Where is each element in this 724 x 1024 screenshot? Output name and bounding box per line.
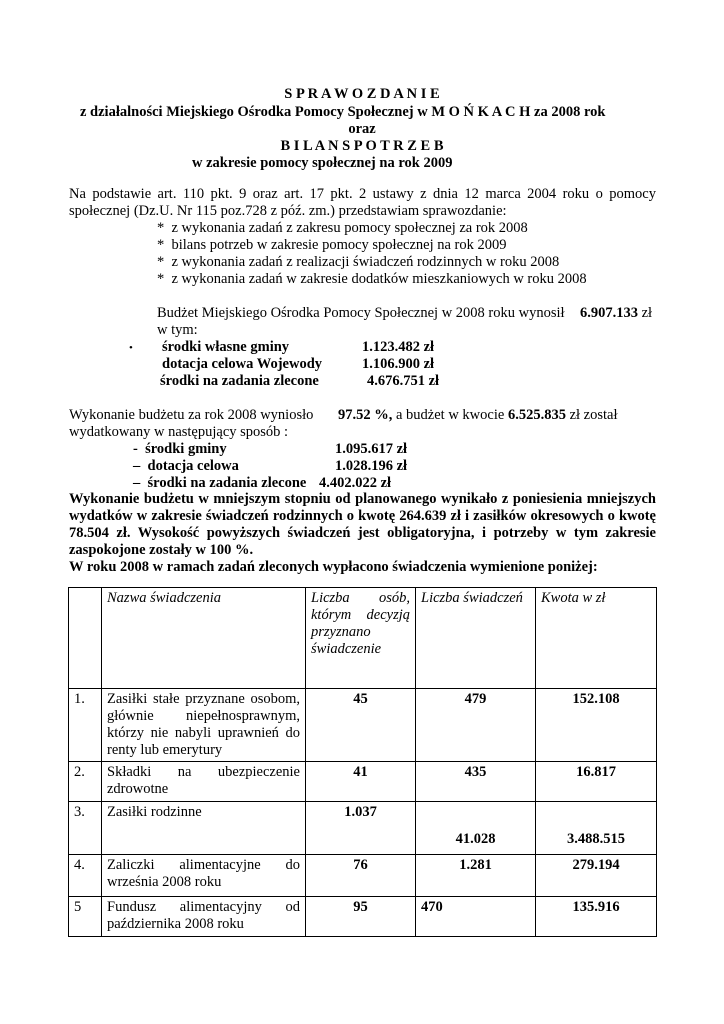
dash-icon: - [133, 441, 138, 457]
budget-row-value [362, 356, 434, 373]
report-line2 [80, 104, 605, 121]
row-name [102, 762, 306, 802]
line2-prefix: z działalności Miejskiego Ośrodka Pomocy Społecznej w [80, 104, 432, 120]
exec-row-value-text: 4.402.022 zł [319, 475, 392, 491]
star-bullet-icon: * [157, 254, 165, 270]
table-row [69, 689, 657, 762]
star-bullet-icon: * [157, 220, 165, 236]
execution-table-intro [69, 559, 598, 576]
budget-currency: zł [641, 305, 653, 321]
table-intro-text: W roku 2008 w ramach zadań zleconych wypłacono świadczenia wymienione poniżej: [69, 559, 598, 575]
row-count-text: 1.281 [459, 857, 492, 873]
bullet-dot-icon [129, 340, 133, 357]
budget-total [580, 305, 652, 322]
row-number [69, 762, 102, 802]
subtitle-text: B I L A N S P O T R Z E B [280, 138, 444, 154]
exec-text-a: Wykonanie budżetu za rok 2008 wyniosło [69, 407, 314, 423]
row-number [69, 689, 102, 762]
row-persons-text: 1.037 [344, 804, 377, 820]
table-row [69, 897, 657, 937]
row-count-text: 435 [464, 764, 487, 780]
row-name-text: Zaliczki alimentacyjne do września 2008 roku [107, 857, 300, 890]
row-number [69, 802, 102, 855]
row-amount-text: 279.194 [572, 857, 620, 873]
row-number-text: 1. [74, 691, 85, 707]
bullet-glyph: • [129, 342, 133, 354]
row-amount-text: 16.817 [576, 764, 616, 780]
row-name [102, 689, 306, 762]
row-persons [306, 897, 416, 937]
row-persons [306, 689, 416, 762]
list-item-text: bilans potrzeb w zakresie pomocy społecznej na rok 2009 [171, 237, 507, 253]
header-cell [416, 588, 536, 689]
list-item-text: z wykonania zadań z zakresu pomocy społecznej za rok 2008 [171, 220, 528, 236]
row-count [416, 897, 536, 937]
execution-explanation [69, 491, 656, 559]
row-amount [536, 689, 657, 762]
city-name: M O Ń K A C H [431, 104, 531, 120]
row-count-text: 470 [421, 899, 443, 915]
budget-label: dotacja celowa Wojewody [162, 356, 323, 372]
row-name [102, 897, 306, 937]
budget-row-label [162, 356, 322, 373]
row-persons [306, 855, 416, 897]
title-text: S P R A W O Z D A N I E [284, 86, 440, 102]
budget-value: 1.123.482 zł [362, 339, 435, 355]
budget-label: środki na zadania zlecone [160, 373, 319, 389]
header-text: Liczba świadczeń [421, 590, 523, 606]
execution-percent [338, 407, 617, 424]
row-amount-text: 3.488.515 [567, 831, 625, 847]
header-text: Liczba osób, którym decyzją przyznano świadczenie [311, 590, 410, 657]
exec-row-value [319, 475, 391, 492]
table-row [69, 762, 657, 802]
row-number [69, 855, 102, 897]
row-amount-text: 152.108 [572, 691, 620, 707]
row-name-text: Zasiłki stałe przyznane osobom, głównie niepełnosprawnym, którzy nie nabyli uprawnień do renty lub emerytury [107, 691, 300, 758]
exec-row [133, 475, 306, 492]
header-cell [306, 588, 416, 689]
budget-text: Budżet Miejskiego Ośrodka Pomocy Społecznej w 2008 roku wynosił [157, 305, 565, 321]
intro-list-item [157, 237, 507, 254]
row-count [416, 802, 536, 855]
exec-row [133, 458, 239, 475]
row-number [69, 897, 102, 937]
row-name [102, 802, 306, 855]
exec-row-value-text: 1.095.617 zł [335, 441, 408, 457]
list-item-text: z wykonania zadań w zakresie dodatków mieszkaniowych w roku 2008 [171, 271, 587, 287]
row-count [416, 762, 536, 802]
budget-wtym [157, 322, 198, 339]
star-bullet-icon: * [157, 271, 165, 287]
budget-row-label [160, 373, 319, 390]
row-count-text: 479 [464, 691, 487, 707]
row-number-text: 4. [74, 857, 85, 873]
row-persons-text: 45 [353, 691, 368, 707]
report-title [0, 86, 724, 103]
intro-list-item [157, 254, 559, 271]
star-bullet-icon: * [157, 237, 165, 253]
exec-row-value [335, 441, 407, 458]
exec-text-c: zł został [565, 407, 618, 423]
budget-row-value [362, 339, 434, 356]
budget-value: 1.106.900 zł [362, 356, 435, 372]
intro-paragraph [69, 186, 656, 220]
row-amount [536, 897, 657, 937]
exec-percent: 97.52 %, [338, 407, 393, 423]
execution-line1 [69, 407, 313, 424]
exec-row-value [335, 458, 407, 475]
table-row [69, 855, 657, 897]
budget-value: 4.676.751 zł [367, 373, 440, 389]
row-persons-text: 76 [353, 857, 368, 873]
exec-amount: 6.525.835 [507, 407, 566, 423]
dash-icon: – [133, 458, 141, 474]
header-text: Kwota w zł [541, 590, 606, 606]
wtym-text: w tym: [157, 322, 198, 338]
budget-label: środki własne gminy [162, 339, 290, 355]
header-cell [102, 588, 306, 689]
exec-text-b: a budżet w kwocie [392, 407, 508, 423]
intro-list-item [157, 271, 587, 288]
list-item-text: z wykonania zadań z realizacji świadczeń rodzinnych w roku 2008 [171, 254, 560, 270]
row-amount [536, 762, 657, 802]
oraz-line [0, 121, 724, 138]
benefits-table [68, 587, 657, 937]
report-line4 [192, 155, 452, 172]
budget-line [157, 305, 565, 322]
exec-row-value-text: 1.028.196 zł [335, 458, 408, 474]
execution-line2 [69, 424, 288, 441]
oraz-text: oraz [348, 121, 376, 137]
exec-row-label: dotacja celowa [147, 458, 239, 474]
row-count [416, 689, 536, 762]
row-persons-text: 95 [353, 899, 368, 915]
row-number-text: 3. [74, 804, 85, 820]
exec-row [133, 441, 227, 458]
exec-text-2: wydatkowany w następujący sposób : [69, 424, 289, 440]
row-amount [536, 802, 657, 855]
row-name-text: Składki na ubezpieczenie zdrowotne [107, 764, 300, 797]
row-name-text: Fundusz alimentacyjny od października 2008 roku [107, 899, 300, 932]
dash-icon: – [133, 475, 141, 491]
exec-row-label: środki gminy [145, 441, 227, 457]
explanation-text: Wykonanie budżetu w mniejszym stopniu od planowanego wynikało z poniesienia mniejszych wydatków w zakresie świadczeń rodzinnych o kwotę 264.639 zł i zasiłków okresowych o kwotę 78.504 zł. Wysokość powyższych świadczeń jest obligatoryjna, i potrzeby w tym zakresie zaspokojone zostały w 100 %. [69, 491, 656, 558]
row-count-text: 41.028 [455, 831, 496, 847]
header-text: Nazwa świadczenia [107, 590, 221, 606]
table-row [69, 802, 657, 855]
row-number-text: 2. [74, 764, 85, 780]
row-persons [306, 802, 416, 855]
line4-text: w zakresie pomocy społecznej na rok 2009 [192, 155, 453, 171]
budget-total-value: 6.907.133 [580, 305, 638, 321]
row-amount [536, 855, 657, 897]
intro-list-item [157, 220, 528, 237]
header-cell [69, 588, 102, 689]
row-number-text: 5 [74, 899, 82, 915]
row-count [416, 855, 536, 897]
budget-row-value [367, 373, 439, 390]
exec-row-label: środki na zadania zlecone [147, 475, 307, 491]
row-name-text: Zasiłki rodzinne [107, 804, 202, 820]
table-header-row [69, 588, 657, 689]
row-persons-text: 41 [353, 764, 368, 780]
row-persons [306, 762, 416, 802]
report-subtitle [0, 138, 724, 155]
row-name [102, 855, 306, 897]
budget-row-label [162, 339, 289, 356]
header-cell [536, 588, 657, 689]
row-amount-text: 135.916 [572, 899, 620, 915]
intro-text: Na podstawie art. 110 pkt. 9 oraz art. 17 pkt. 2 ustawy z dnia 12 marca 2004 roku o pomocy społecznej (Dz.U. Nr 115 poz.728 z póź. zm.) przedstawiam sprawozdanie: [69, 186, 656, 219]
line2-suffix: za 2008 rok [530, 104, 606, 120]
